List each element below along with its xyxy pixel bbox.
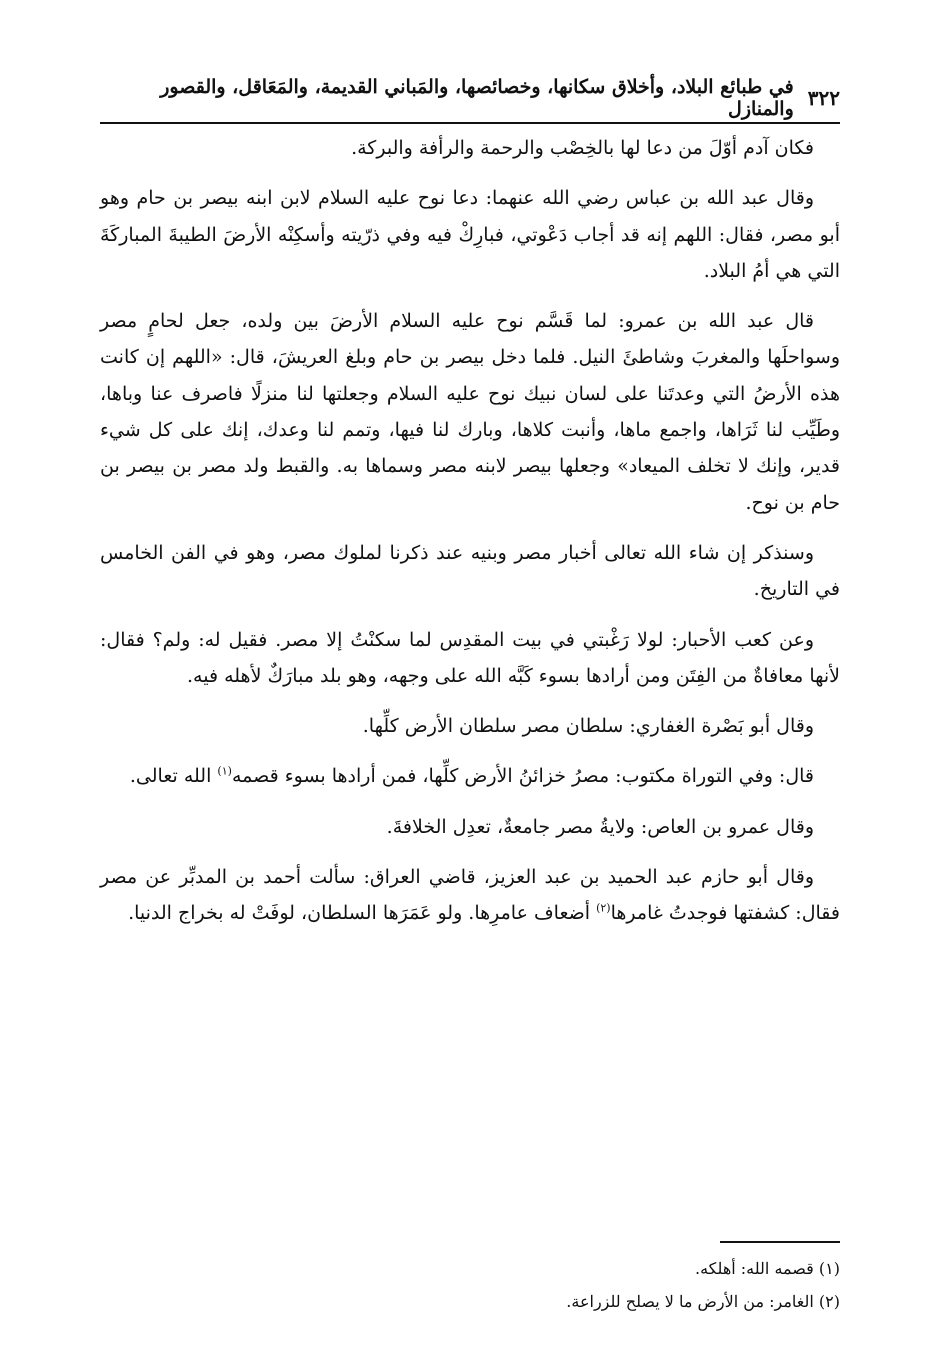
paragraph-text: أضعاف عامرِها. ولو عَمَرَها السلطان، لوفَتْ له بخراج الدنيا.: [128, 902, 597, 925]
paragraph: وعن كعب الأحبار: لولا رَغْبتي في بيت المقدِس لما سكنْتُ إلا مصر. فقيل له: ولم؟ فقال: لأنها معافاةٌ من الفِتَن ومن أرادها بسوء كَبَّه الله على وجهه، وهو بلد مبارَكٌ لأهله فيه.: [100, 628, 840, 687]
page-number: ٣٢٢: [807, 86, 840, 110]
paragraph-text: الله تعالى.: [129, 765, 218, 788]
running-title: في طبائع البلاد، وأخلاق سكانها، وخصائصها، والمَباني القديمة، والمَعَاقل، والقصور والمنازل: [160, 76, 794, 120]
footnote-rule: [720, 1241, 840, 1243]
paragraph-text: وقال أبو حازم عبد الحميد بن عبد العزيز، قاضي العراق: سألت أحمد بن المدبِّر عن مصر فقال: كشفتها فوجدتُ غامرها: [100, 866, 840, 925]
paragraph: وقال أبو بَصْرة الغفاري: سلطان مصر سلطان الأرض كلِّها.: [362, 715, 814, 738]
paragraph: [100, 859, 840, 932]
paragraph: [100, 758, 840, 794]
main-text: [100, 130, 840, 946]
footnote-text: قصمه الله: أهلكه.: [695, 1259, 814, 1278]
footnote-reference: (١): [217, 765, 232, 779]
footnote-number: (٢): [818, 1292, 840, 1311]
footnote-text: الغامر: من الأرض ما لا يصلح للزراعة.: [566, 1292, 814, 1311]
paragraph-text: قال: وفي التوراة مكتوب: مصرُ خزائنُ الأرض كلِّها، فمن أرادها بسوء قصمه: [231, 765, 814, 788]
footnote: [100, 1285, 840, 1318]
paragraph: وسنذكر إن شاء الله تعالى أخبار مصر وبنيه عند ذكرنا لملوك مصر، وهو في الفن الخامس في التاريخ.: [100, 541, 840, 601]
paragraph: قال عبد الله بن عمرو: لما قَسَّم نوح عليه السلام الأرضَ بين ولده، جعل لحامٍ مصر وسواحلَها والمغربَ وشاطئَ النيل. فلما دخل بيصر بن حام وبلغ العريشَ، قال: «اللهم إن كانت هذه الأرضُ التي وعدتَنا على لسان نبيك نوح عليه السلام وجعلتها لنا منزلًا فاصرف عنا وباها، وطَيِّب لنا ثَرَاها، واجمع ماها، وأنبت كلاها، وبارك لنا فيها، وتمم لنا وعدك، إنك على كل شيء قدير، وإنك لا تخلف الميعاد» وجعلها بيصر لابنه مصر وسماها به. والقبط ولد مصر بن بيصر بن حام بن نوح.: [100, 310, 840, 514]
footnote: [100, 1252, 840, 1285]
paragraph: وقال عمرو بن العاص: ولايةُ مصر جامعةٌ، تعدِل الخلافةَ.: [386, 815, 814, 838]
paragraph: وقال عبد الله بن عباس رضي الله عنهما: دعا نوح عليه السلام لابن ابنه بيصر بن حام وهو أبو مصر، فقال: اللهم إنه قد أجاب دَعْوتي، فبارِكْ فيه وفي ذرّيته وأسكِنْه الأرضَ الطيبةَ المباركَةَ التي هي أمُ البلاد.: [100, 187, 840, 282]
footnote-number: (١): [818, 1259, 840, 1278]
footnote-reference: (٢): [596, 902, 611, 916]
page-header: [100, 78, 840, 118]
footnotes: [100, 1252, 840, 1318]
paragraph: فكان آدم أوّلَ من دعا لها بالخِصْب والرحمة والرأفة والبركة.: [351, 137, 814, 159]
header-rule: [100, 122, 840, 124]
